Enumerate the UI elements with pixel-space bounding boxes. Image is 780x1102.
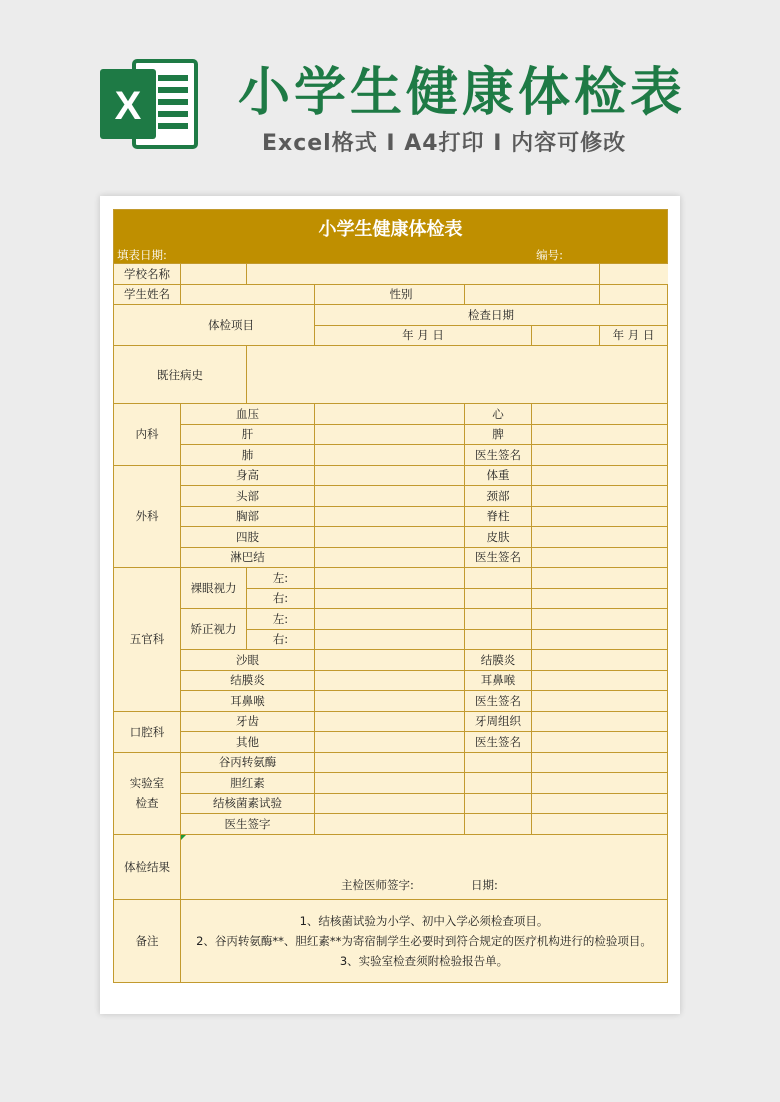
lymph-value[interactable] bbox=[315, 547, 465, 568]
exam-date-2[interactable]: 年 月 日 bbox=[600, 325, 668, 346]
bilirubin-label: 胆红素 bbox=[181, 773, 315, 794]
teeth-label: 牙齿 bbox=[181, 711, 315, 732]
naked-left-value-2[interactable] bbox=[465, 568, 532, 589]
spine-value[interactable] bbox=[532, 506, 668, 527]
exam-item-label: 体检项目 bbox=[114, 305, 315, 346]
blood-pressure-label: 血压 bbox=[181, 404, 315, 425]
bilirubin-value-2[interactable] bbox=[465, 773, 532, 794]
surgery-doctor-sign-value[interactable] bbox=[532, 547, 668, 568]
neck-label: 颈部 bbox=[465, 486, 532, 507]
internal-doctor-sign-value[interactable] bbox=[532, 445, 668, 466]
form-meta-row bbox=[114, 246, 668, 264]
corrected-left-label: 左: bbox=[247, 609, 315, 630]
spine-label: 脊柱 bbox=[465, 506, 532, 527]
weight-label: 体重 bbox=[465, 465, 532, 486]
spleen-label: 脾 bbox=[465, 424, 532, 445]
lung-label: 肺 bbox=[181, 445, 315, 466]
lab-doctor-sign-value-3[interactable] bbox=[532, 814, 668, 835]
lab-label-line1: 实验室 bbox=[129, 776, 165, 790]
document-sheet bbox=[100, 196, 680, 1014]
corrected-right-label: 右: bbox=[247, 629, 315, 650]
exam-date-1[interactable]: 年 月 日 bbox=[315, 325, 532, 346]
skin-label: 皮肤 bbox=[465, 527, 532, 548]
fill-date-label: 填表日期: bbox=[117, 247, 167, 262]
history-value[interactable] bbox=[247, 346, 668, 404]
heart-label: 心 bbox=[465, 404, 532, 425]
corrected-left-value-3[interactable] bbox=[532, 609, 668, 630]
note-line: 1、结核菌试验为小学、初中入学必须检查项目。 bbox=[299, 913, 549, 928]
corrected-vision-label: 矫正视力 bbox=[181, 609, 247, 650]
student-name-label: 学生姓名 bbox=[114, 284, 181, 305]
conjunctivitis-right-label: 结膜炎 bbox=[465, 650, 532, 671]
alt-value-3[interactable] bbox=[532, 752, 668, 773]
lab-doctor-sign-value[interactable] bbox=[315, 814, 465, 835]
corrected-left-value[interactable] bbox=[315, 609, 465, 630]
trachoma-label: 沙眼 bbox=[181, 650, 315, 671]
notes-label: 备注 bbox=[114, 899, 181, 982]
alt-value-2[interactable] bbox=[465, 752, 532, 773]
lab-label-line2: 检查 bbox=[135, 796, 159, 810]
surgery-label: 外科 bbox=[114, 465, 181, 568]
spleen-value[interactable] bbox=[532, 424, 668, 445]
health-exam-form bbox=[113, 209, 668, 983]
ent-right-value[interactable] bbox=[532, 670, 668, 691]
gender-label: 性别 bbox=[315, 284, 465, 305]
bilirubin-value[interactable] bbox=[315, 773, 465, 794]
corrected-left-value-2[interactable] bbox=[465, 609, 532, 630]
naked-right-label: 右: bbox=[247, 588, 315, 609]
heart-value[interactable] bbox=[532, 404, 668, 425]
note-line: 2、谷丙转氨酶**、胆红素**为寄宿制学生必要时到符合规定的医疗机构进行的检验项目。 bbox=[196, 933, 652, 948]
neck-value[interactable] bbox=[532, 486, 668, 507]
tb-test-value[interactable] bbox=[315, 793, 465, 814]
naked-vision-label: 裸眼视力 bbox=[181, 568, 247, 609]
form-title: 小学生健康体检表 bbox=[114, 210, 668, 247]
chief-doctor-sign-label: 主检医师签字: bbox=[341, 877, 414, 892]
svg-text:X: X bbox=[114, 84, 142, 128]
height-value[interactable] bbox=[315, 465, 465, 486]
height-label: 身高 bbox=[181, 465, 315, 486]
promo-banner bbox=[0, 0, 780, 190]
naked-right-value-2[interactable] bbox=[465, 588, 532, 609]
teeth-value[interactable] bbox=[315, 711, 465, 732]
student-name-value[interactable] bbox=[181, 284, 315, 305]
alt-value[interactable] bbox=[315, 752, 465, 773]
alt-label: 谷丙转氨酶 bbox=[181, 752, 315, 773]
corrected-right-value-2[interactable] bbox=[465, 629, 532, 650]
lab-doctor-sign-value-2[interactable] bbox=[465, 814, 532, 835]
conjunctivitis-right-value[interactable] bbox=[532, 650, 668, 671]
chest-label: 胸部 bbox=[181, 506, 315, 527]
surgery-doctor-sign-label: 医生签名 bbox=[465, 547, 532, 568]
skin-value[interactable] bbox=[532, 527, 668, 548]
trachoma-value[interactable] bbox=[315, 650, 465, 671]
periodontal-value[interactable] bbox=[532, 711, 668, 732]
liver-value[interactable] bbox=[315, 424, 465, 445]
lab-label bbox=[114, 752, 181, 834]
school-name-value[interactable] bbox=[181, 264, 247, 285]
limbs-value[interactable] bbox=[315, 527, 465, 548]
limbs-label: 四肢 bbox=[181, 527, 315, 548]
history-label: 既往病史 bbox=[114, 346, 247, 404]
chest-value[interactable] bbox=[315, 506, 465, 527]
tb-test-value-3[interactable] bbox=[532, 793, 668, 814]
ent-label: 耳鼻喉 bbox=[181, 691, 315, 712]
excel-logo-icon bbox=[100, 57, 200, 151]
internal-doctor-sign-label: 医生签名 bbox=[465, 445, 532, 466]
facial-doctor-sign-value[interactable] bbox=[532, 691, 668, 712]
exam-date-label: 检查日期 bbox=[315, 305, 668, 326]
note-line: 3、实验室检查须附检验报告单。 bbox=[339, 953, 509, 968]
naked-right-value-3[interactable] bbox=[532, 588, 668, 609]
corrected-right-value[interactable] bbox=[315, 629, 465, 650]
oral-other-label: 其他 bbox=[181, 732, 315, 753]
oral-doctor-sign-value[interactable] bbox=[532, 732, 668, 753]
internal-label: 内科 bbox=[114, 404, 181, 466]
head-label: 头部 bbox=[181, 486, 315, 507]
lung-value[interactable] bbox=[315, 445, 465, 466]
lymph-label: 淋巴结 bbox=[181, 547, 315, 568]
number-label: 编号: bbox=[536, 247, 564, 262]
oral-other-value[interactable] bbox=[315, 732, 465, 753]
result-value[interactable] bbox=[181, 834, 668, 899]
exam-date-mid[interactable] bbox=[532, 325, 600, 346]
banner-subtitle: Excel格式 I A4打印 I 内容可修改 bbox=[262, 131, 627, 156]
naked-right-value[interactable] bbox=[315, 588, 465, 609]
naked-left-label: 左: bbox=[247, 568, 315, 589]
birth-value[interactable] bbox=[600, 284, 668, 305]
gender-value[interactable] bbox=[465, 284, 600, 305]
oral-doctor-sign-label: 医生签名 bbox=[465, 732, 532, 753]
school-name-value-2[interactable] bbox=[247, 264, 600, 285]
bilirubin-value-3[interactable] bbox=[532, 773, 668, 794]
ent-value[interactable] bbox=[315, 691, 465, 712]
corrected-right-value-3[interactable] bbox=[532, 629, 668, 650]
result-label: 体检结果 bbox=[114, 834, 181, 899]
naked-left-value-3[interactable] bbox=[532, 568, 668, 589]
head-value[interactable] bbox=[315, 486, 465, 507]
facial-label: 五官科 bbox=[114, 568, 181, 712]
naked-left-value[interactable] bbox=[315, 568, 465, 589]
cell-comment-marker bbox=[181, 835, 186, 840]
oral-label: 口腔科 bbox=[114, 711, 181, 752]
result-date-label: 日期: bbox=[471, 877, 498, 892]
school-name-label: 学校名称 bbox=[114, 264, 181, 285]
weight-value[interactable] bbox=[532, 465, 668, 486]
liver-label: 肝 bbox=[181, 424, 315, 445]
lab-doctor-sign-label: 医生签字 bbox=[181, 814, 315, 835]
conjunctivitis-value[interactable] bbox=[315, 670, 465, 691]
conjunctivitis-label: 结膜炎 bbox=[181, 670, 315, 691]
periodontal-label: 牙周组织 bbox=[465, 711, 532, 732]
tb-test-label: 结核菌素试验 bbox=[181, 793, 315, 814]
banner-title: 小学生健康体检表 bbox=[238, 63, 687, 123]
tb-test-value-2[interactable] bbox=[465, 793, 532, 814]
ent-right-label: 耳鼻喉 bbox=[465, 670, 532, 691]
blood-pressure-value[interactable] bbox=[315, 404, 465, 425]
facial-doctor-sign-label: 医生签名 bbox=[465, 691, 532, 712]
notes-content bbox=[181, 899, 668, 982]
